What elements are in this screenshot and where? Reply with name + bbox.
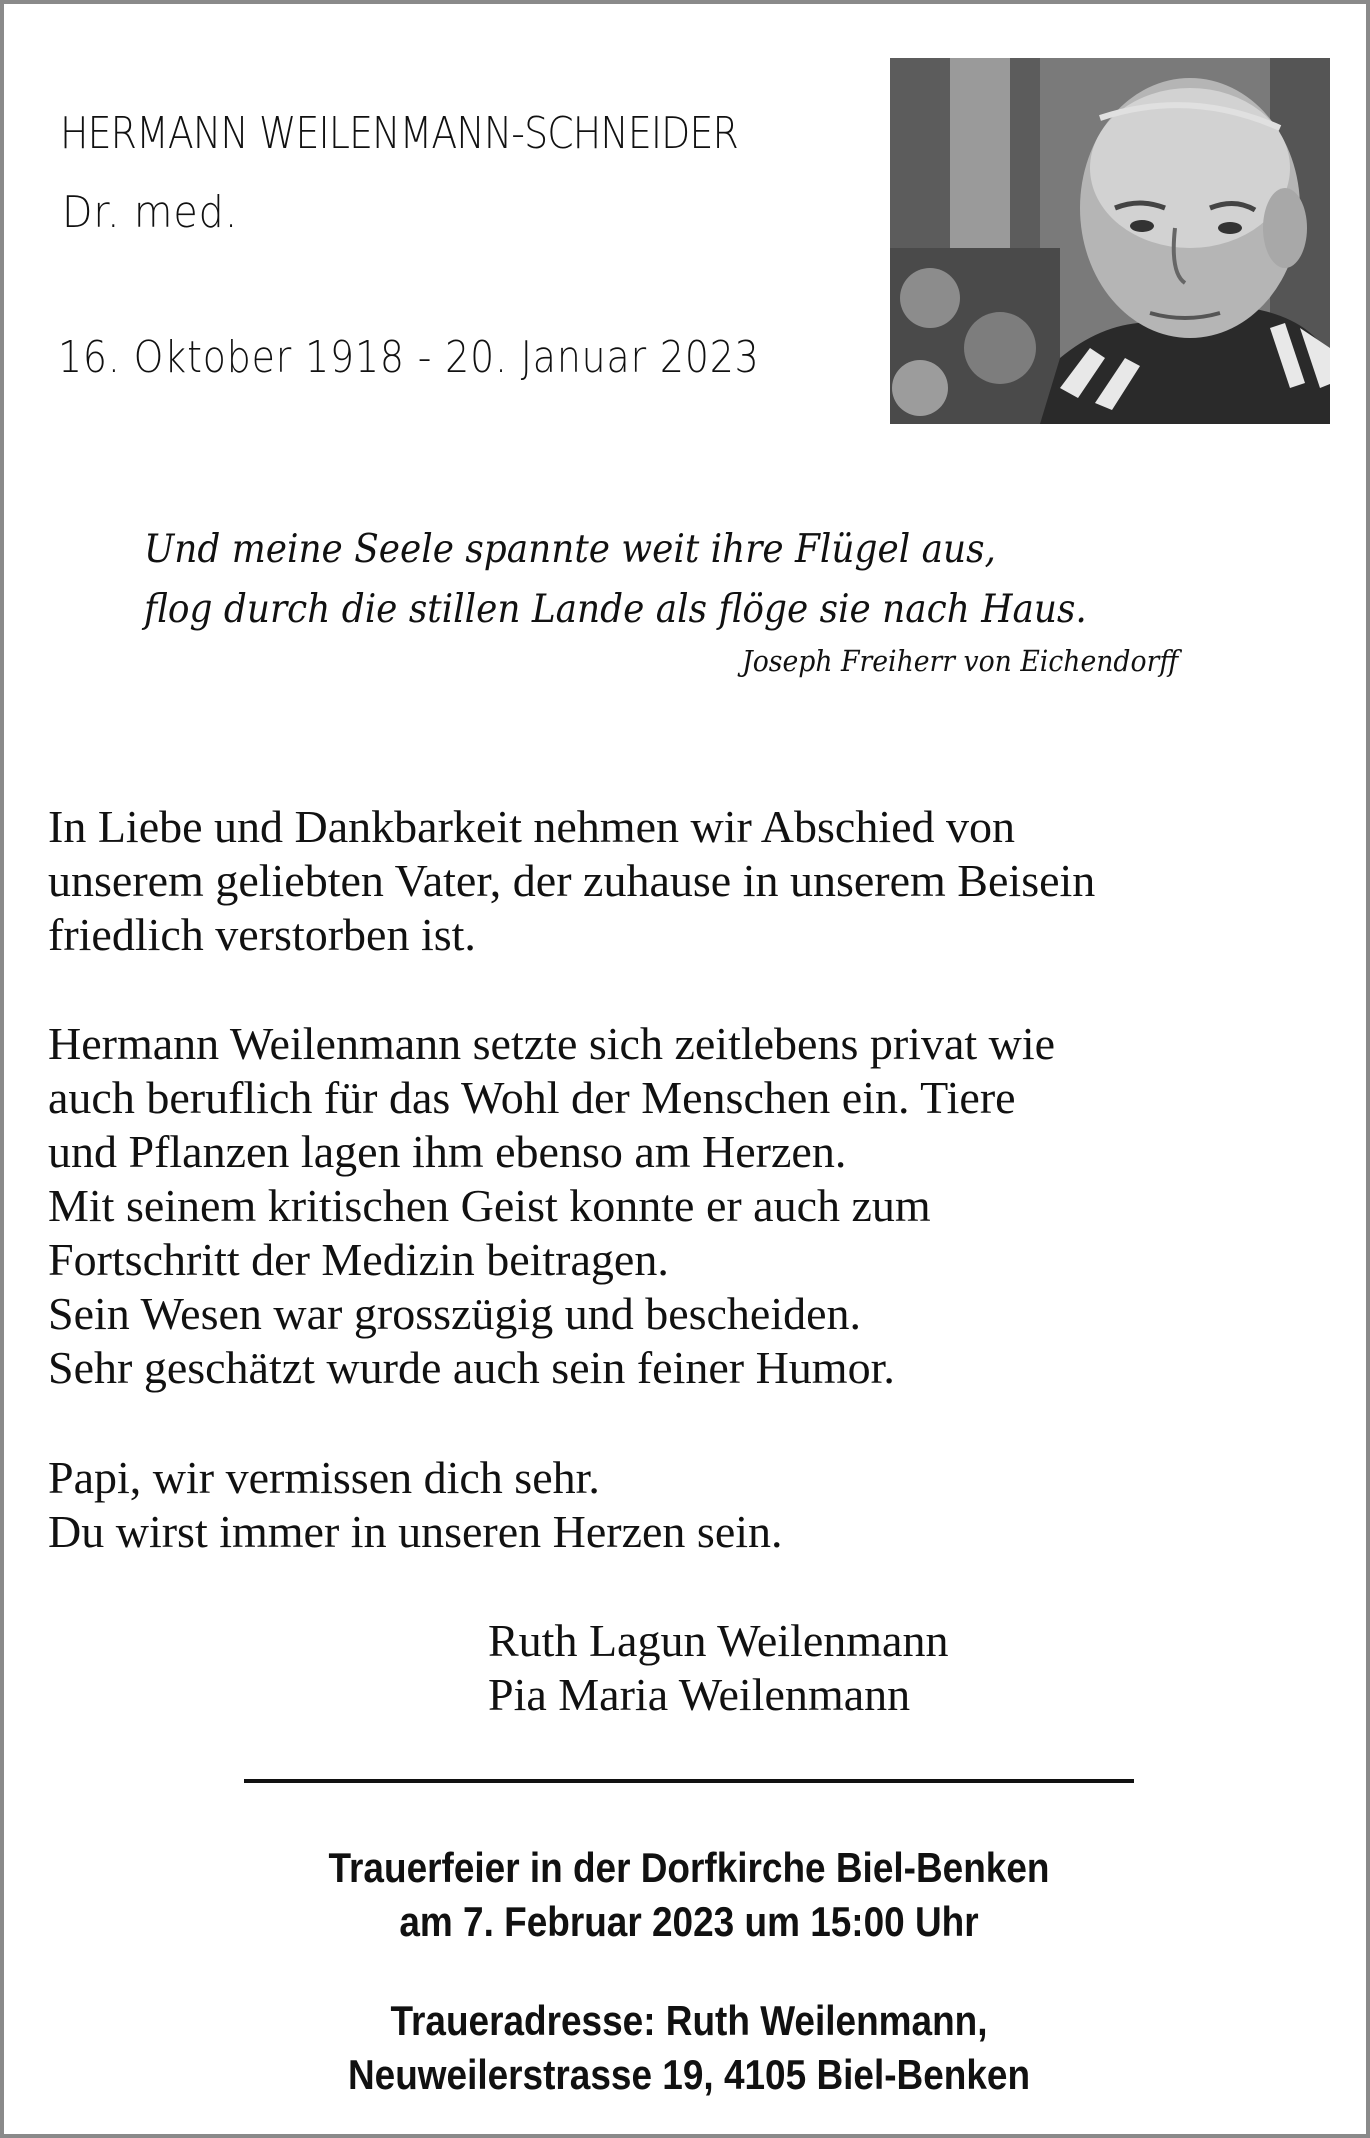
deceased-name: HERMANN WEILENMANN-SCHNEIDER: [60, 108, 738, 159]
academic-title: Dr. med.: [62, 187, 239, 238]
paragraph-closing: [48, 1451, 1338, 1559]
text-line: In Liebe und Dankbarkeit nehmen wir Abschied von: [48, 801, 1016, 852]
address-line: Traueradresse: Ruth Weilenmann,: [390, 1997, 988, 2044]
text-line: Sehr geschätzt wurde auch sein feiner Humor.: [48, 1342, 895, 1393]
text-line: friedlich verstorben ist.: [48, 909, 476, 960]
text-line: Hermann Weilenmann setzte sich zeitlebens privat wie: [48, 1018, 1056, 1069]
poem-quote: [144, 520, 1244, 640]
mourning-address: [4, 1994, 1370, 2102]
ceremony-info: [4, 1841, 1370, 1949]
signer-name: Pia Maria Weilenmann: [488, 1669, 911, 1720]
text-line: Mit seinem kritischen Geist konnte er auch zum: [48, 1180, 931, 1231]
address-line: Neuweilerstrasse 19, 4105 Biel-Benken: [347, 2051, 1031, 2098]
text-line: Fortschritt der Medizin beitragen.: [48, 1234, 669, 1285]
text-line: auch beruflich für das Wohl der Menschen ein. Tiere: [48, 1072, 1016, 1123]
paragraph-tribute: [48, 1017, 1338, 1395]
signers-block: [488, 1614, 948, 1722]
life-dates: 16. Oktober 1918 - 20. Januar 2023: [58, 332, 760, 383]
quote-line: Und meine Seele spannte weit ihre Flügel aus,: [144, 527, 996, 572]
portrait-photo: [890, 58, 1330, 424]
text-line: und Pflanzen lagen ihm ebenso am Herzen.: [48, 1126, 847, 1177]
text-line: Papi, wir vermissen dich sehr.: [48, 1452, 600, 1503]
signer-name: Ruth Lagun Weilenmann: [488, 1615, 949, 1666]
quote-line: flog durch die stillen Lande als flöge sie nach Haus.: [144, 587, 1087, 632]
text-line: unserem geliebten Vater, der zuhause in unserem Beisein: [48, 855, 1096, 906]
paragraph-farewell: [48, 800, 1338, 962]
divider-line: [244, 1779, 1134, 1783]
ceremony-line: am 7. Februar 2023 um 15:00 Uhr: [399, 1898, 979, 1945]
quote-author: Joseph Freiherr von Eichendorff: [742, 644, 1179, 678]
text-line: Du wirst immer in unseren Herzen sein.: [48, 1506, 783, 1557]
text-line: Sein Wesen war grosszügig und bescheiden.: [48, 1288, 862, 1339]
ceremony-line: Trauerfeier in der Dorfkirche Biel-Benken: [328, 1844, 1050, 1891]
